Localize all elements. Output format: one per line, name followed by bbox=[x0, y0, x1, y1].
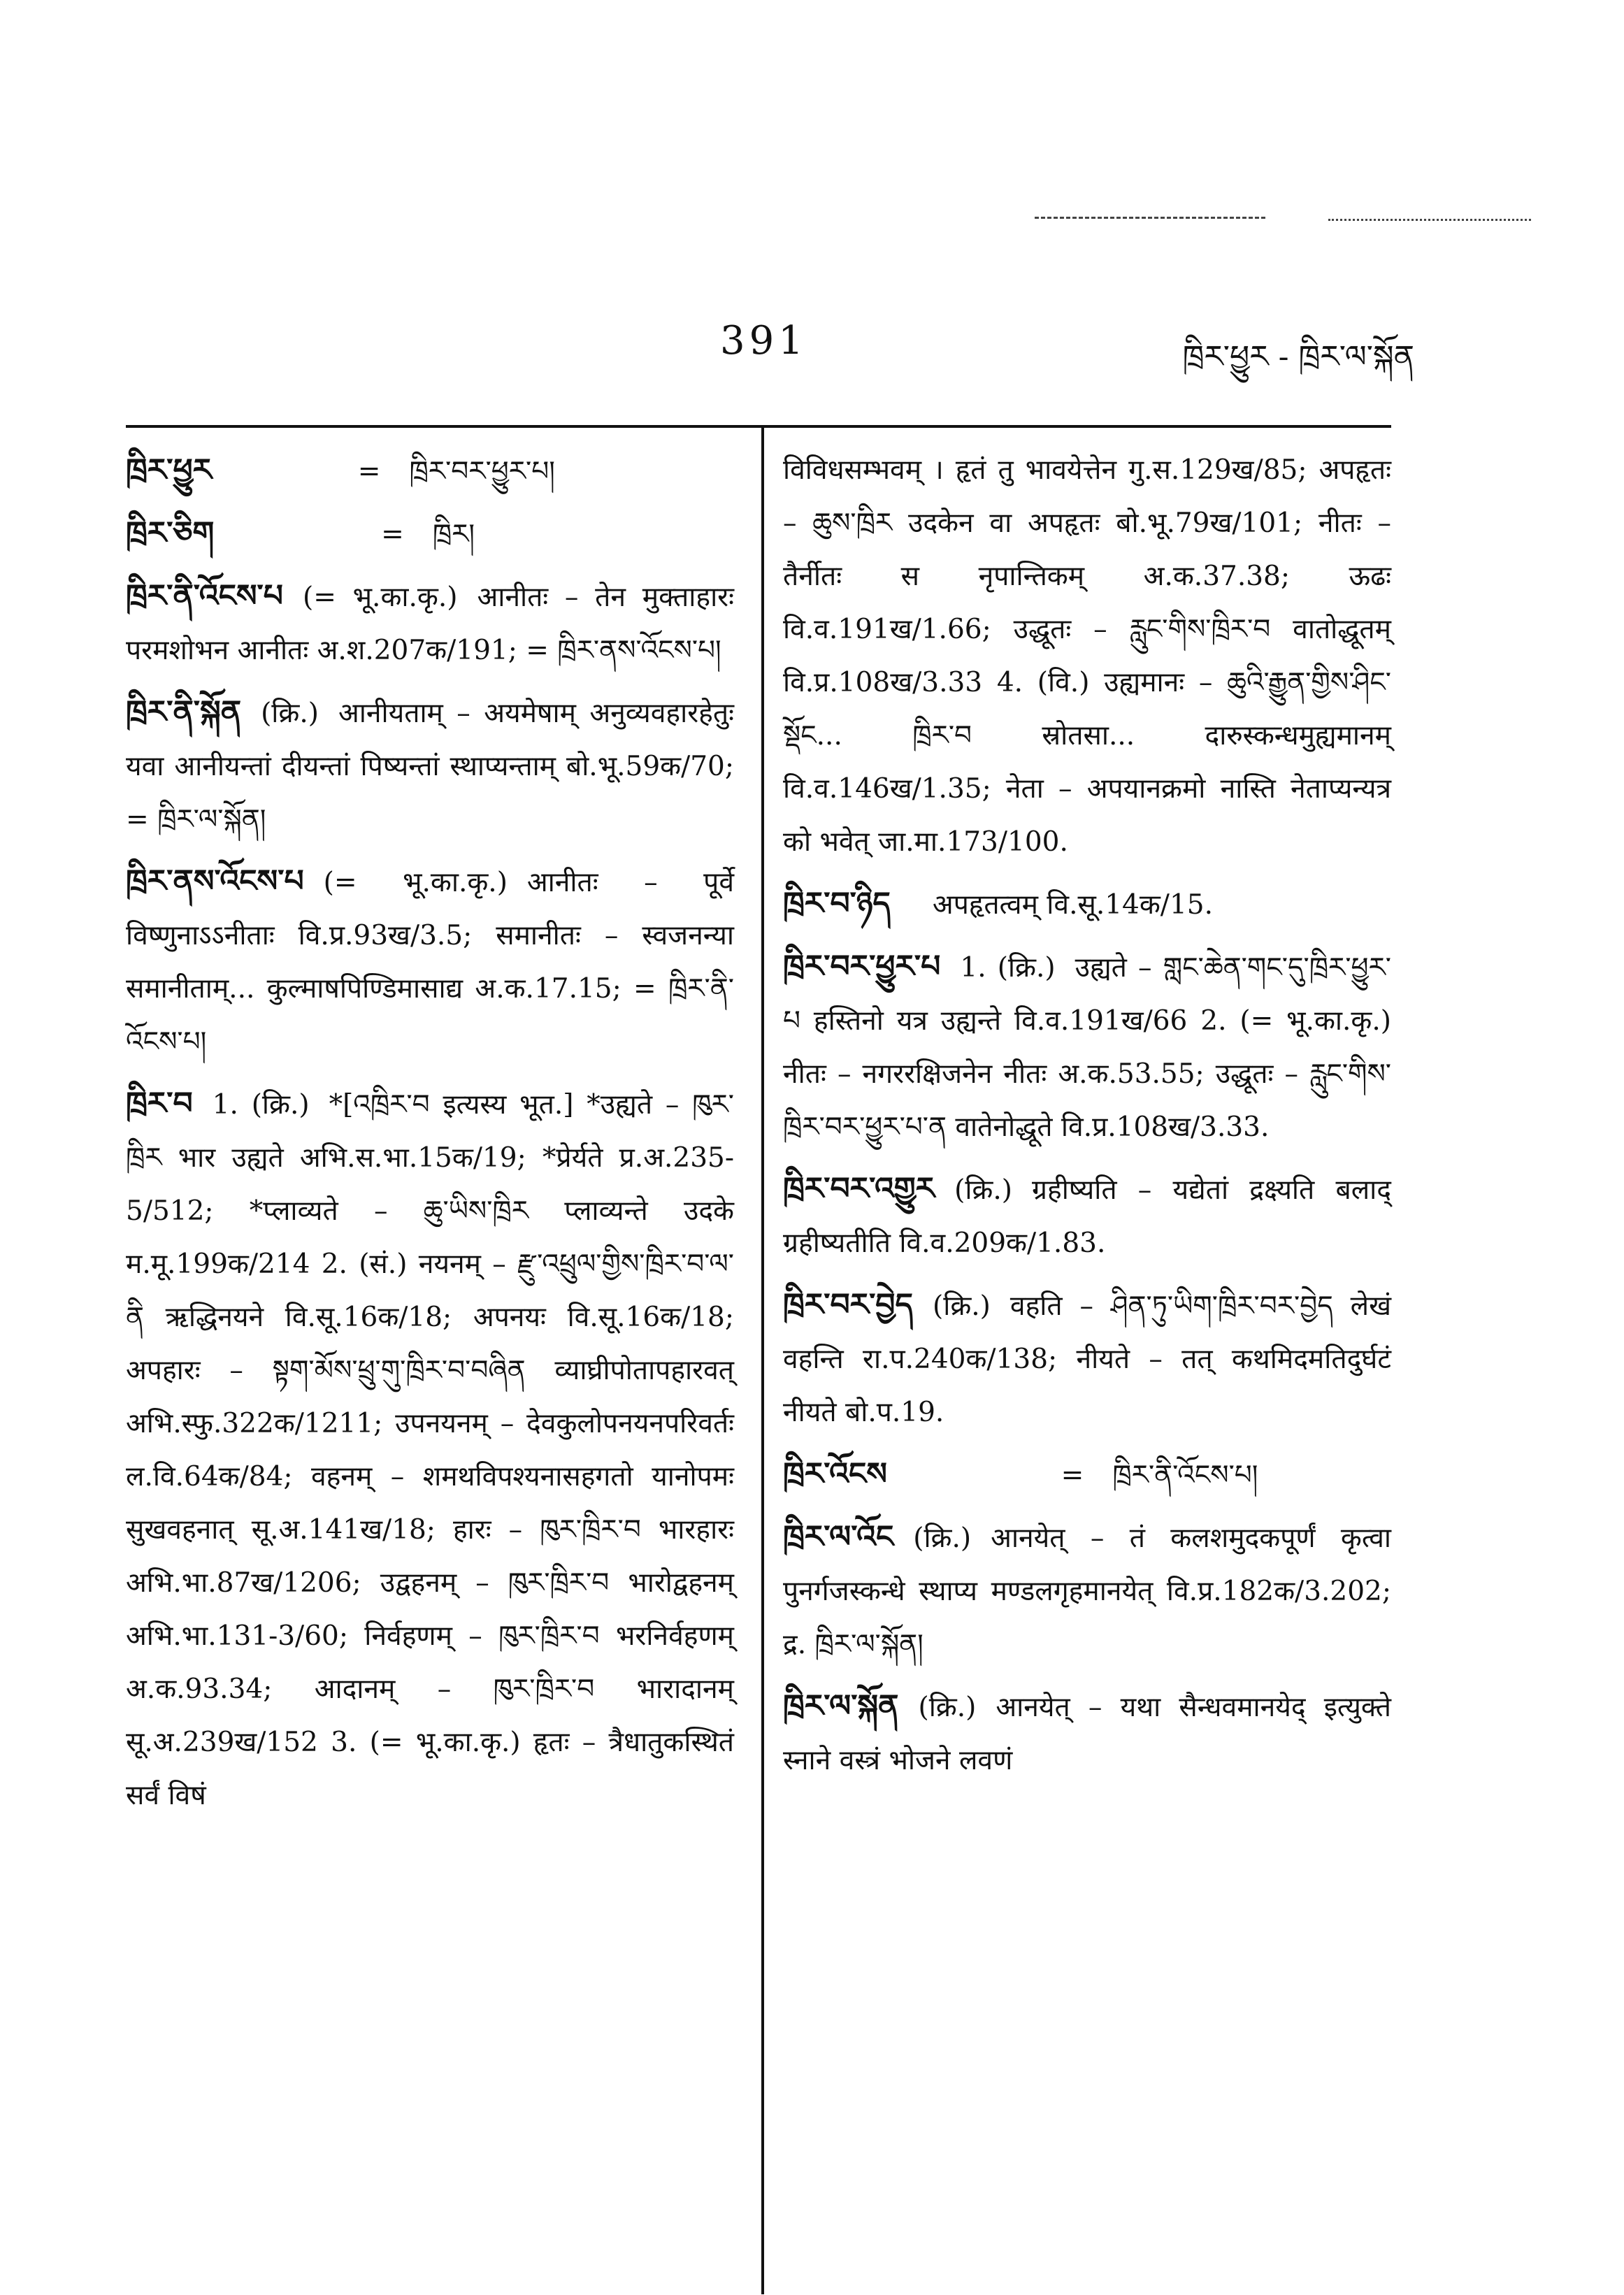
entry-text: ཁྲིར་བར་ཕྱུར་པ། bbox=[409, 456, 555, 487]
grammar-label: (क्रि.) bbox=[261, 698, 319, 729]
column-divider bbox=[761, 428, 764, 2294]
headword: ཁྲིར་བར་ཕྱུར་པ bbox=[783, 949, 941, 984]
entry-text: उह्यते – གླང་ཆེན་གང་དུ་ཁྲིར་ཕྱུར་པ हस्तिनो यत्र उह्यन्ते वि.व.191ख/66 2. (= भू.का.कृ.) नीतः – नगररक्षिजनेन नीतः अ.क.53.55; उद्धूतः – རླུང་གིས་ཁྲིར་བར་ཕྱུར་པ་ན वातेनोद्धूते वि.प्र.108ख/3.33. bbox=[783, 952, 1391, 1143]
dictionary-entry bbox=[126, 855, 734, 1069]
headword: ཁྲིར་བ bbox=[126, 1086, 193, 1121]
entry-text: ཁྲིར་ནི་འོངས་པ། bbox=[1112, 1460, 1258, 1491]
headword: ཁྲིར་ལ་འོང bbox=[783, 1519, 894, 1555]
headword: ཁྲིར་བ་ཉིད bbox=[783, 886, 891, 921]
equals-sign: = bbox=[357, 456, 381, 487]
equals-sign: = bbox=[1061, 1460, 1084, 1491]
grammar-label: (= भू.का.कृ.) bbox=[323, 867, 508, 898]
dictionary-entry bbox=[783, 877, 1391, 932]
scan-mark bbox=[1328, 219, 1531, 221]
entry-text: आनयेत् – तं कलशमुदकपूर्णं कृत्वा पुनर्गजस्कन्धे स्थाप्य मण्डलगृहमानयेत् वि.प्र.182क/3.202; द्र. ཁྲིར་ལ་སྐོན། bbox=[783, 1523, 1391, 1660]
entry-text: ཁྲིར། bbox=[432, 519, 475, 550]
page-number: 391 bbox=[720, 318, 807, 364]
dictionary-entry bbox=[783, 1279, 1391, 1439]
dictionary-entry bbox=[126, 444, 734, 498]
dictionary-entry bbox=[783, 1163, 1391, 1270]
dictionary-entry bbox=[783, 940, 1391, 1154]
headword: ཁྲིར་ནས་འོངས་པ bbox=[126, 863, 304, 899]
headword: ཁྲིར་ལ་སྐོན bbox=[783, 1688, 899, 1724]
entry-text: *[འཁྲིར་བ इत्यस्य भूत.] *उह्यते – ཁུར་ཁྲིར भार उह्यते अभि.स.भा.15क/19; *प्रेर्यते प्र.अ.235-5/512; *प्लाव्यते – ཆུ་ཡིས་ཁྲིར प्लाव्यन्ते उदके म.मू.199क/214 2. (सं.) नयनम् – རྫུ་འཕྲུལ་གྱིས་ཁྲིར་བ་ལ་ནི ऋद्धिनयने वि.सू.16क/18; अपनयः वि.सू.16क/18; अपहारः – སྟག་མོས་ཕྲུ་གུ་ཁྲིར་བ་བཞིན व्याघ्रीपोतापहारवत् अभि.स्फु.322क/1211; उपनयनम् – देवकुलोपनयनपरिवर्तः ल.वि.64क/84; वहनम् – शमथविपश्यनासहगतो यानोपमः सुखवहनात् सू.अ.141ख/18; हारः – ཁུར་ཁྲིར་བ भारहारः अभि.भा.87ख/1206; उद्वहनम् – ཁུར་ཁྲིར་བ भारोद्वहनम् अभि.भा.131-3/60; निर्वहणम् – ཁུར་ཁྲིར་བ भरनिर्वहणम् अ.क.93.34; आदानम् – ཁུར་ཁྲིར་བ भारादानम् सू.अ.239ख/152 3. (= भू.का.कृ.) हृतः – त्रैधातुकस्थितं सर्वं विषं bbox=[126, 1089, 734, 1811]
top-rule bbox=[126, 425, 1391, 428]
running-head: ཁྲིར་ཕྱུར - ཁྲིར་ལ་སྐོན bbox=[1182, 339, 1414, 375]
dictionary-entry bbox=[783, 1448, 1391, 1502]
dictionary-entry bbox=[126, 570, 734, 677]
entry-text: वहति – ཤིན་ཏུ་ཡིག་ཁྲིར་བར་བྱེད लेखं वहन्ति रा.प.240क/138; नीयते – तत् कथमिदमतिदुर्घटं नीयते बो.प.19. bbox=[783, 1290, 1391, 1428]
dictionary-entry bbox=[783, 1511, 1391, 1671]
page-header bbox=[0, 318, 1624, 374]
headword: ཁྲིར་ནི་སྐོན bbox=[126, 694, 242, 730]
entry-text: आनीतः – तेन मुक्ताहारः परमशोभन आनीतः अ.श.207क/191; = ཁྲིར་ནས་འོངས་པ། bbox=[126, 582, 734, 666]
grammar-label: (क्रि.) bbox=[933, 1290, 991, 1322]
entry-text: अपहृतत्वम् वि.सू.14क/15. bbox=[932, 889, 1213, 921]
entry-continuation: विविधसम्भवम् । हृतं तु भावयेत्तेन गु.स.129ख/85; अपहृतः – ཆུས་ཁྲིར उदकेन वा अपहृतः बो.भू.79ख/101; नीतः – तैर्नीतः स नृपान्तिकम् अ.क.37.38; ऊढः वि.व.191ख/1.66; उद्धूतः – རླུང་གིས་ཁྲིར་བ वातोद्धूतम् वि.प्र.108ख/3.33 4. (वि.) उह्यमानः – ཆུའི་རྒྱུན་གྱིས་ཤིང་སྡོང... ཁྲིར་བ स्रोतसा... दारुस्कन्धमुह्यमानम् वि.व.146ख/1.35; नेता – अपयानक्रमो नास्ति नेताप्यन्यत्र को भवेत् जा.मा.173/100. bbox=[783, 454, 1391, 858]
right-column bbox=[783, 444, 1391, 1796]
grammar-label: (क्रि.) bbox=[913, 1523, 972, 1554]
grammar-label: 1. (क्रि.) bbox=[212, 1089, 310, 1121]
grammar-label: (= भू.का.कृ.) bbox=[302, 582, 458, 613]
headword: ཁྲིར་ཅིག bbox=[126, 515, 215, 551]
dictionary-entry bbox=[783, 1680, 1391, 1787]
headword: ཁྲིར་བར་འགྱུར bbox=[783, 1171, 935, 1207]
equals-sign: = bbox=[381, 519, 404, 550]
entry-text: आनीयताम् – अयमेषाम् अनुव्यवहारहेतुः यवा आनीयन्तां दीयन्तां पिष्यन्तां स्थाप्यन्ताम् बो.भू.59क/70; = ཁྲིར་ལ་སྐོན། bbox=[126, 698, 734, 835]
dictionary-entry bbox=[126, 1077, 734, 1822]
headword: ཁྲིར་ཕྱུར bbox=[126, 452, 213, 488]
grammar-label: (क्रि.) bbox=[954, 1174, 1012, 1206]
left-column bbox=[126, 444, 734, 1831]
headword: ཁྲིར་བར་བྱེད bbox=[783, 1287, 913, 1323]
entry-text: ग्रहीष्यति – यद्येतां द्रक्ष्यति बलाद् ग्रहीष्यतीति वि.व.209क/1.83. bbox=[783, 1174, 1391, 1259]
scan-mark bbox=[1035, 217, 1265, 219]
entry-text: आनीतः – पूर्वे विष्णुनाऽऽनीताः वि.प्र.93ख/3.5; समानीतः – स्वजनन्या समानीताम्... कुल्माषपिण्डिमासाद्य अ.क.17.15; = ཁྲིར་ནི་འོངས་པ། bbox=[126, 867, 735, 1058]
dictionary-entry bbox=[126, 686, 734, 847]
headword: ཁྲིར་འོངས bbox=[783, 1456, 887, 1492]
entry-text: आनयेत् – यथा सैन्धवमानयेद् इत्युक्ते स्नाने वस्त्रं भोजने लवणं bbox=[783, 1692, 1391, 1776]
dictionary-entry bbox=[126, 507, 734, 561]
grammar-label: 1. (क्रि.) bbox=[960, 952, 1056, 984]
headword: ཁྲིར་ནི་འོངས་པ bbox=[126, 578, 283, 614]
grammar-label: (क्रि.) bbox=[918, 1692, 977, 1723]
